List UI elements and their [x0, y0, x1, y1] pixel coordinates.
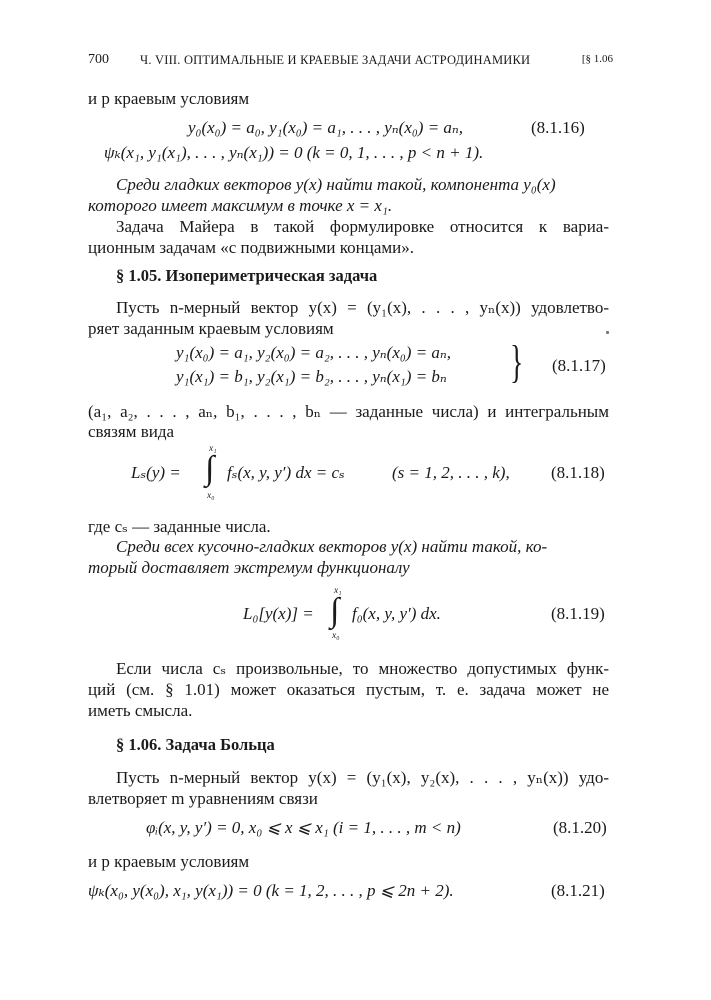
- page-number: 700: [88, 52, 109, 67]
- integral-upper-limit: x₁: [209, 444, 217, 454]
- integral-sign: ∫: [330, 592, 340, 629]
- print-speck: [606, 331, 609, 334]
- equation-8-1-19-lhs: L₀[y(x)] =: [243, 604, 314, 623]
- equation-8-1-20: φᵢ(x, y, y′) = 0, x₀ ⩽ x ⩽ x₁ (i = 1, . . . , m < n): [146, 818, 461, 837]
- equation-number-8-1-19: (8.1.19): [551, 604, 605, 623]
- equation-8-1-18-lhs: Lₛ(y) =: [131, 463, 181, 482]
- equation-8-1-17-line1: y₁(x₀) = a₁, y₂(x₀) = a₂, . . . , yₙ(x₀) = aₙ,: [176, 343, 452, 362]
- integral-lower-limit: x₀: [207, 491, 215, 501]
- mayer-statement-line2: которого имеет максимум в точке x = x₁.: [88, 196, 393, 215]
- mayer-statement-line1: Среди гладких векторов y(x) найти такой, компонента y₀(x): [116, 175, 556, 194]
- constants-definition: где cₛ — заданные числа.: [88, 517, 271, 536]
- bolza-statement-line1: Среди всех кусочно-гладких векторов y(x) найти такой, ко-: [116, 537, 548, 556]
- empty-set-note-line1: Если числа cₛ произвольные, то множество допустимых функ-: [116, 659, 609, 678]
- equation-number-8-1-18: (8.1.18): [551, 463, 605, 482]
- mayer-note-line2: ционным задачам «с подвижными концами».: [88, 238, 414, 257]
- integral-sign: ∫: [205, 450, 215, 487]
- section-1-06-heading: § 1.06. Задача Больца: [116, 735, 275, 754]
- bolza-text-line1: Пусть n-мерный вектор y(x) = (y₁(x), y₂(x), . . . , yₙ(x)) удо-: [116, 768, 609, 787]
- right-brace: }: [510, 336, 524, 387]
- boundary-conditions-intro: и p краевым условиям: [88, 89, 250, 108]
- empty-set-note-line2: ций (см. § 1.01) может оказаться пустым, т. е. задача может не: [88, 680, 609, 699]
- boundary-conditions-intro-2: и p краевым условиям: [88, 852, 250, 871]
- equation-number-8-1-17: (8.1.17): [552, 356, 606, 375]
- constants-note-line1: (a₁, a₂, . . . , aₙ, b₁, . . . , bₙ — заданные числа) и интегральным: [88, 402, 609, 421]
- equation-8-1-16-line1: y₀(x₀) = a₀, y₁(x₀) = a₁, . . . , yₙ(x₀) = aₙ,: [188, 118, 464, 137]
- running-title: Ч. VIII. ОПТИМАЛЬНЫЕ И КРАЕВЫЕ ЗАДАЧИ АСТРОДИНАМИКИ: [140, 53, 531, 67]
- equation-8-1-19-integrand: f₀(x, y, y′) dx.: [352, 604, 441, 623]
- mayer-note-line1: Задача Майера в такой формулировке относится к вариа-: [116, 217, 609, 236]
- running-header: [88, 52, 613, 72]
- equation-8-1-21: ψₖ(x₀, y(x₀), x₁, y(x₁)) = 0 (k = 1, 2, . . . , p ⩽ 2n + 2).: [88, 881, 454, 900]
- equation-number-8-1-16: (8.1.16): [531, 118, 585, 137]
- equation-8-1-18-condition: (s = 1, 2, . . . , k),: [392, 463, 510, 482]
- equation-8-1-16-line2: ψₖ(x₁, y₁(x₁), . . . , yₙ(x₁)) = 0 (k = 0, 1, . . . , p < n + 1).: [104, 143, 484, 162]
- empty-set-note-line3: иметь смысла.: [88, 701, 193, 720]
- constants-note-line2: связям вида: [88, 422, 175, 441]
- integral-upper-limit: x₁: [334, 586, 342, 596]
- isoperimetric-text-line2: ряет заданным краевым условиям: [88, 319, 334, 338]
- equation-number-8-1-21: (8.1.21): [551, 881, 605, 900]
- bolza-statement-line2: торый доставляет экстремум функционалу: [88, 558, 410, 577]
- equation-8-1-17-line2: y₁(x₁) = b₁, y₂(x₁) = b₂, . . . , yₙ(x₁) = bₙ: [176, 367, 447, 386]
- section-reference: [§ 1.06: [581, 53, 613, 65]
- section-1-05-heading: § 1.05. Изопериметрическая задача: [116, 266, 378, 285]
- bolza-text-line2: влетворяет m уравнениям связи: [88, 789, 318, 808]
- isoperimetric-text-line1: Пусть n-мерный вектор y(x) = (y₁(x), . . . , yₙ(x)) удовлетво-: [116, 298, 609, 317]
- integral-lower-limit: x₀: [332, 631, 340, 641]
- equation-number-8-1-20: (8.1.20): [553, 818, 607, 837]
- equation-8-1-18-integrand: fₛ(x, y, y′) dx = cₛ: [227, 463, 345, 482]
